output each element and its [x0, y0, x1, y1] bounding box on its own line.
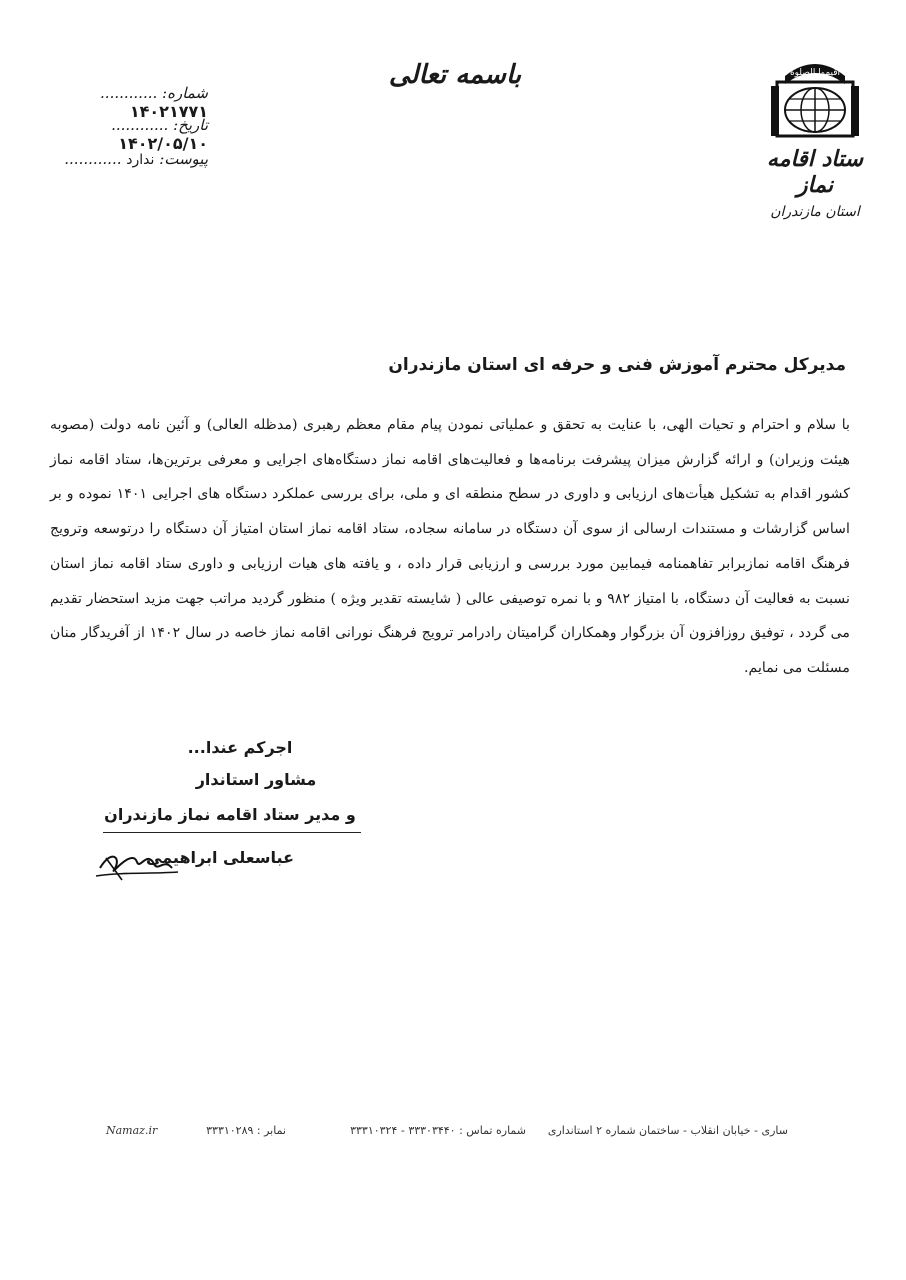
invocation-heading: باسمه تعالی	[388, 60, 522, 90]
date-dots: ............	[111, 116, 169, 134]
footer-address: ساری - خیابان انقلاب - ساختمان شماره ۲ استانداری	[547, 1124, 788, 1137]
globe-emblem-icon	[765, 50, 865, 142]
date-label: تاریخ:	[173, 116, 208, 134]
letter-date	[28, 116, 208, 153]
date-value: ۱۴۰۲/۰۵/۱۰	[118, 134, 208, 153]
number-label: شماره:	[162, 84, 208, 102]
signer-organization: و مدیر ستاد اقامه نماز مازندران	[104, 805, 356, 824]
signer-name: عباسعلی ابراهیمی	[146, 848, 294, 867]
logo-subtitle: استان مازندران	[770, 204, 860, 220]
signer-role: مشاور استاندار	[195, 770, 317, 789]
letter-attachment	[28, 150, 208, 168]
attachment-label: پیوست:	[159, 150, 208, 168]
handwritten-signature-icon	[92, 828, 182, 888]
attachment-value: ندارد	[126, 152, 155, 168]
footer-website: Namaz.ir	[106, 1124, 158, 1137]
logo-banner-text: اقیموا الصلوة	[789, 68, 841, 78]
addressee-line: مدیرکل محترم آموزش فنی و حرفه ای استان مازندران	[388, 355, 846, 375]
footer-phones: شماره تماس : ۳۳۳۰۳۴۴۰ - ۳۳۳۱۰۳۲۴	[350, 1124, 526, 1137]
letter-body: با سلام و احترام و تحیات الهی، با عنایت به تحقق و عملیاتی نمودن پیام مقام معظم رهبری (مدظله العالی) و آئین نامه دولت (مصوبه هیئت وزیران) و ارائه گزارش میزان پیشرفت برنامه‌ها و فعالیت‌های اقامه نماز دستگاه‌های اجرایی و معرفی برترین‌ها، ستاد اقامه نماز کشور اقدام به تشکیل هیأت‌های ارزیابی و داوری در سطح منطقه ای و ملی، برای بررسی عملکرد دستگاه های اجرایی ۱۴۰۱ نموده و بر اساس گزارشات و مستندات ارسالی از سوی آن دستگاه در سامانه سجاده، ستاد اقامه نماز استان امتیاز آن دستگاه را درتوسعه وترویج فرهنگ اقامه نمازبرابر تفاهمنامه فیمابین مورد بررسی و ارزیابی قرار داده ، و یافته های هیات ارزیابی و داوری ستاد اقامه نماز استان نسبت به فعالیت آن دستگاه، با امتیاز ۹۸۲ و با نمره توصیفی عالی ( شایسته تقدیر ویژه ) منظور گردید مراتب جهت مزید استحضار تقدیم می گردد ، توفیق روزافزون آن بزرگوار وهمکاران گرامیتان رادرامر ترویج فرهنگ نورانی اقامه نماز خاصه در سال ۱۴۰۲ از آفریدگار منان مسئلت می نمایم.	[50, 417, 850, 676]
number-value: ۱۴۰۲۱۷۷۱	[129, 102, 208, 121]
closing-phrase: اجرکم عندا...	[187, 738, 293, 757]
footer-fax: نمابر : ۳۳۳۱۰۲۸۹	[206, 1124, 286, 1137]
organization-logo	[760, 50, 870, 220]
logo-title: ستاد اقامه نماز	[766, 146, 864, 198]
number-dots: ............	[100, 84, 158, 102]
attachment-dots: ............	[64, 150, 122, 168]
